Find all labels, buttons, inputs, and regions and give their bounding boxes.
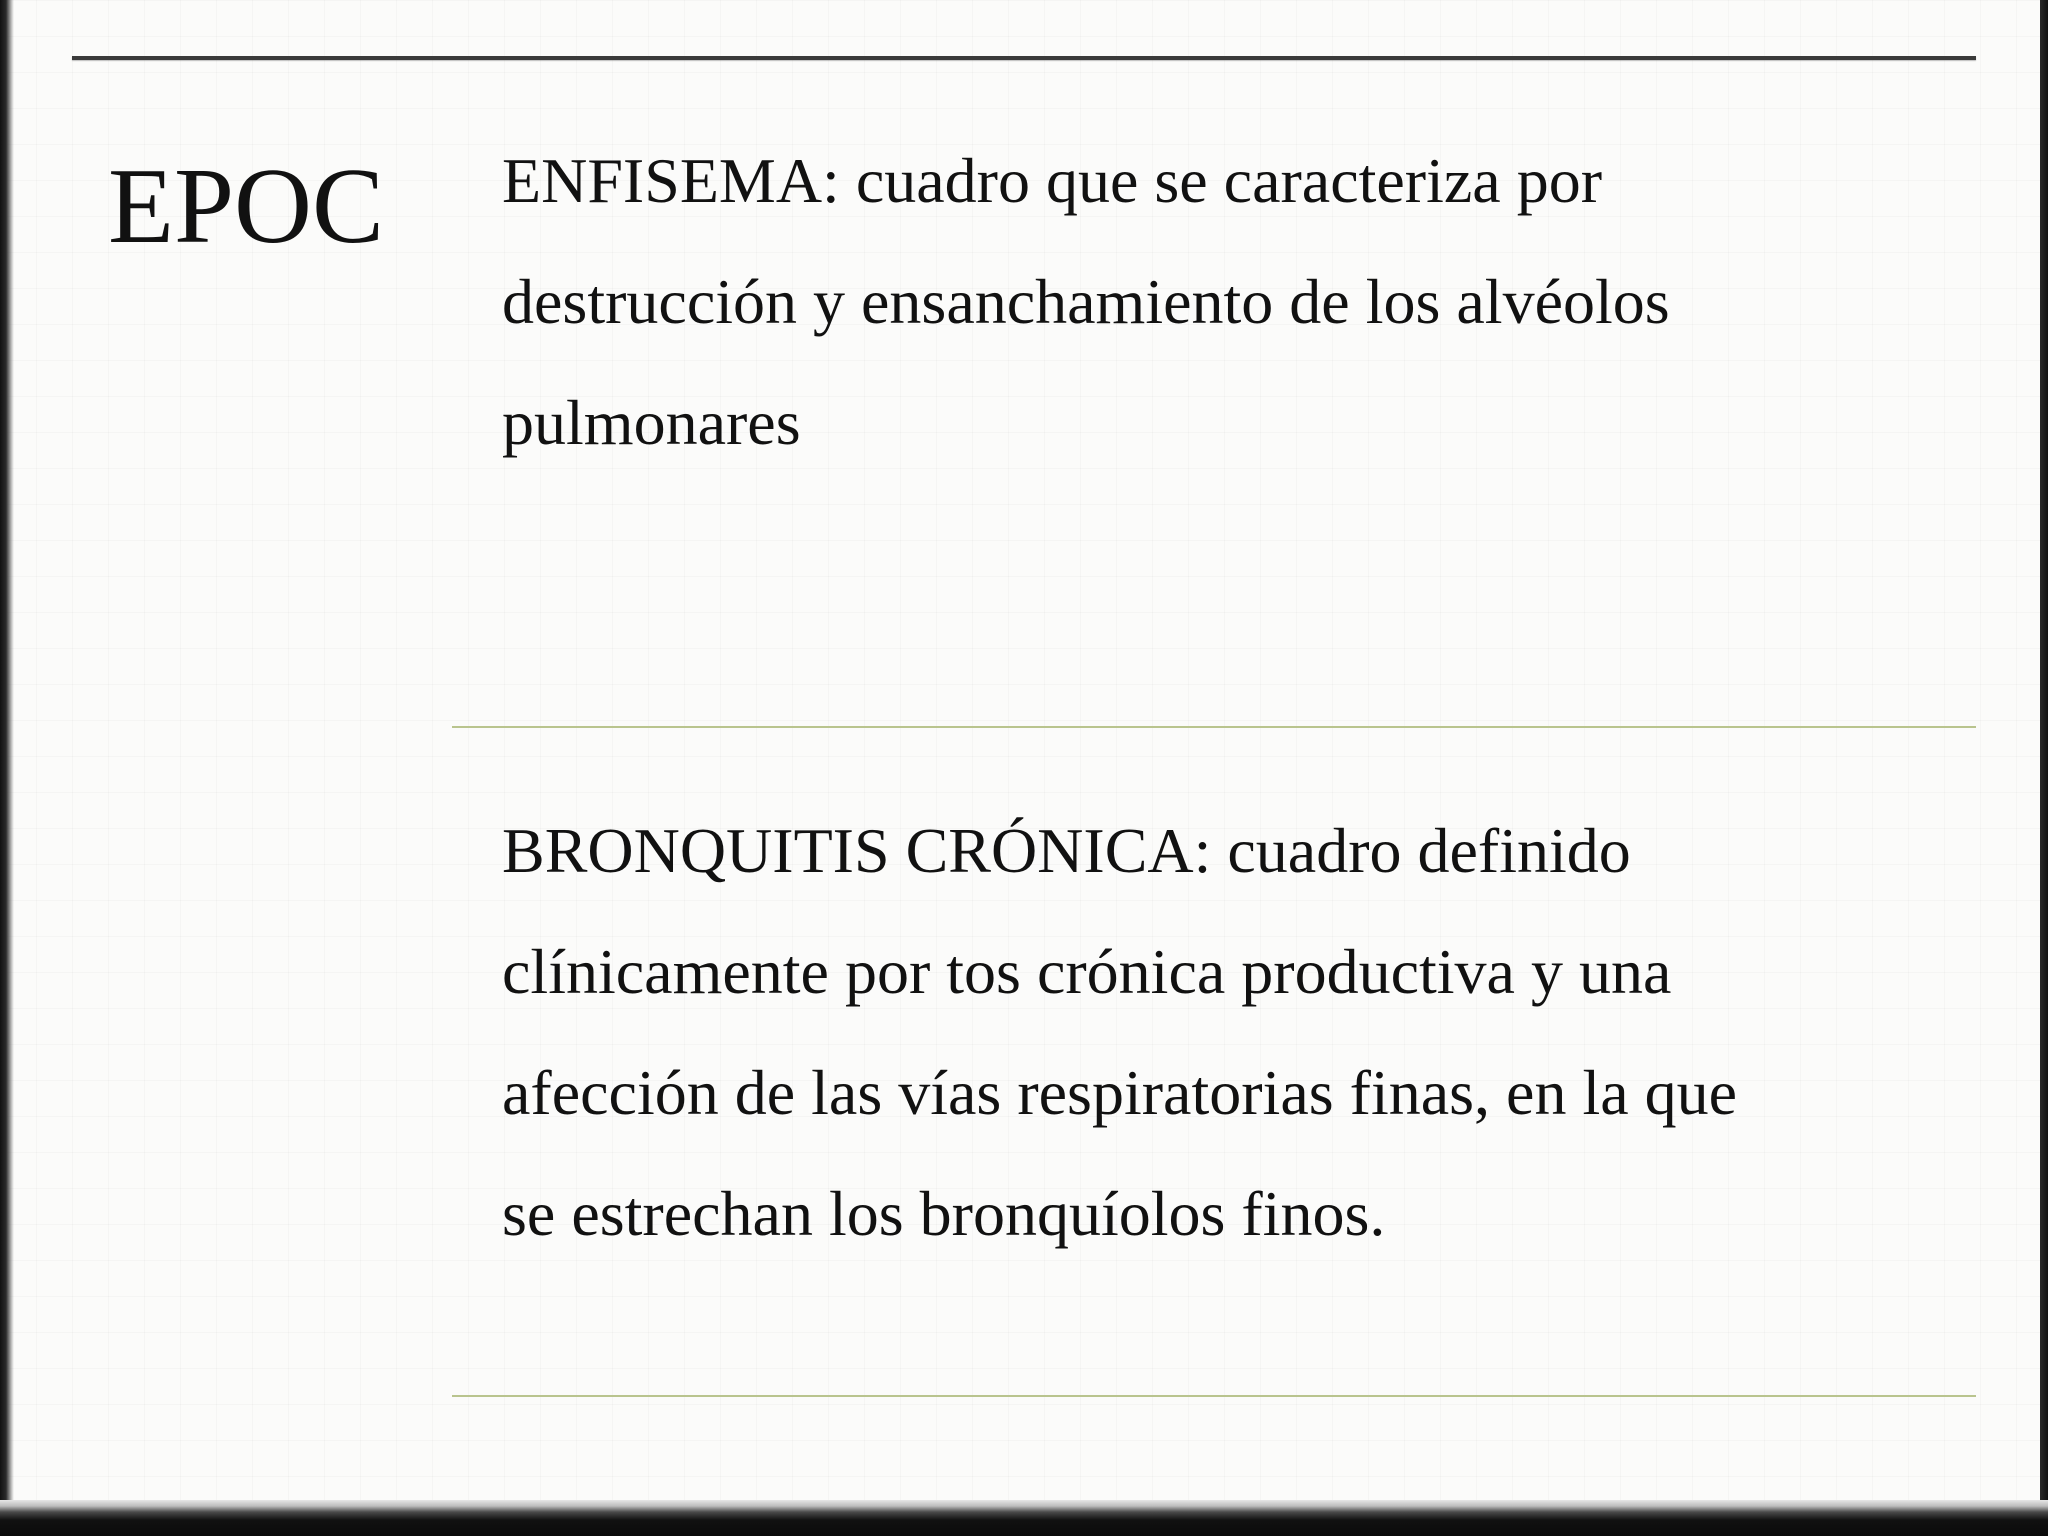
text-line: destrucción y ensanchamiento de los alvéolos xyxy=(502,266,1670,337)
slide-title: EPOC xyxy=(108,147,385,266)
divider-line xyxy=(452,726,1976,728)
text-line: pulmonares xyxy=(502,387,801,458)
frame-edge-right xyxy=(2040,0,2048,1536)
definition-enfisema xyxy=(502,120,1962,483)
frame-edge-bottom xyxy=(0,1500,2048,1536)
top-rule xyxy=(72,56,1976,60)
text-line: afección de las vías respiratorias finas, en la que xyxy=(502,1057,1738,1128)
text-line: se estrechan los bronquíolos finos. xyxy=(502,1178,1386,1249)
frame-edge-left xyxy=(0,0,14,1536)
text-line: clínicamente por tos crónica productiva y una xyxy=(502,936,1672,1007)
text-line: BRONQUITIS CRÓNICA: cuadro definido xyxy=(502,815,1631,886)
definition-bronquitis-cronica xyxy=(502,790,1962,1274)
divider-line xyxy=(452,1395,1976,1397)
text-line: ENFISEMA: cuadro que se caracteriza por xyxy=(502,145,1602,216)
